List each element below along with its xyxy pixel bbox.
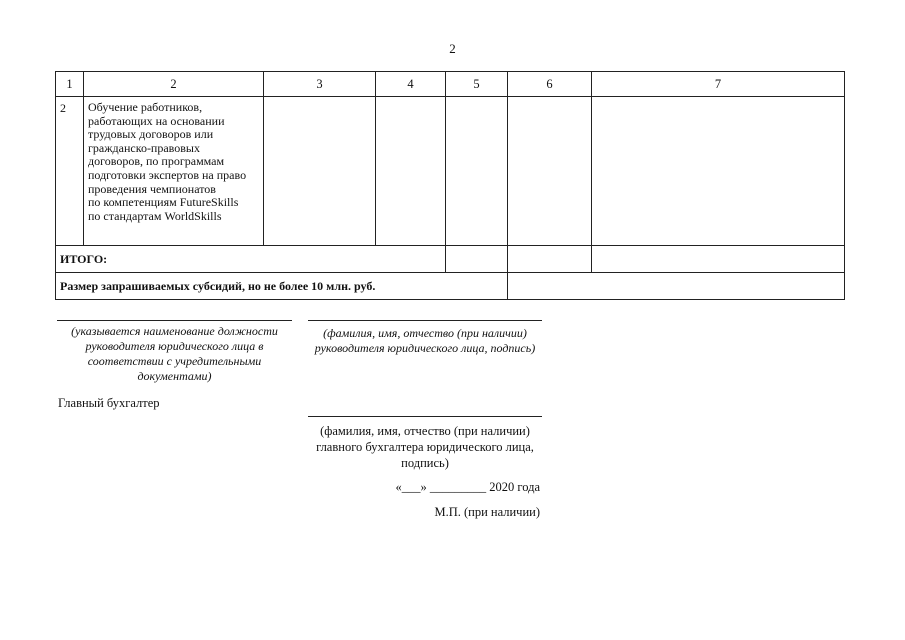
accountant-name-caption: (фамилия, имя, отчество (при наличии) главного бухгалтера юридического лица, подпись) <box>316 424 534 470</box>
subsidy-row <box>56 273 845 300</box>
description-line: по стандартам WorldSkills <box>88 208 222 223</box>
head-position-line <box>57 320 292 321</box>
head-position-caption: (указывается наименование должности руководителя юридического лица в соответствии с учредительными документами) <box>71 324 278 383</box>
row-number: 2 <box>56 97 84 246</box>
stamp-note: М.П. (при наличии) <box>434 505 540 519</box>
empty-cell <box>264 97 376 246</box>
description-line: подготовки экспертов на право <box>88 167 247 182</box>
accountant-name-line <box>308 416 542 417</box>
table-row <box>56 97 845 246</box>
header-cell: 7 <box>592 72 845 97</box>
header-cell: 2 <box>84 72 264 97</box>
head-name-line <box>308 320 542 321</box>
empty-cell <box>508 246 592 273</box>
header-cell: 6 <box>508 72 592 97</box>
head-name-caption: (фамилия, имя, отчество (при наличии) руководителя юридического лица, подпись) <box>314 326 536 355</box>
empty-cell <box>508 273 845 300</box>
accountant-label: Главный бухгалтер <box>58 396 160 410</box>
header-cell: 1 <box>56 72 84 97</box>
description-line: договоров, по программам <box>88 154 225 169</box>
subsidy-table <box>55 71 845 300</box>
empty-cell <box>508 97 592 246</box>
description-line: проведения чемпионатов <box>88 181 216 196</box>
header-cell: 4 <box>376 72 446 97</box>
empty-cell <box>592 246 845 273</box>
header-cell: 3 <box>264 72 376 97</box>
page-number: 2 <box>449 41 456 56</box>
empty-cell <box>446 97 508 246</box>
date-line: «___» _________ 2020 года <box>395 480 540 494</box>
empty-cell <box>446 246 508 273</box>
empty-cell <box>376 97 446 246</box>
total-row <box>56 246 845 273</box>
empty-cell <box>592 97 845 246</box>
description-line: по компетенциям FutureSkills <box>88 195 239 210</box>
description-line: работающих на основании <box>88 113 225 128</box>
description-line: Обучение работников, <box>88 100 203 114</box>
row-description <box>84 97 264 246</box>
description-line: гражданско-правовых <box>88 140 200 155</box>
subsidy-label: Размер запрашиваемых субсидий, но не более 10 млн. руб. <box>56 273 508 300</box>
total-label: ИТОГО: <box>56 246 446 273</box>
header-cell: 5 <box>446 72 508 97</box>
header-row <box>56 72 845 97</box>
description-line: трудовых договоров или <box>88 127 214 142</box>
